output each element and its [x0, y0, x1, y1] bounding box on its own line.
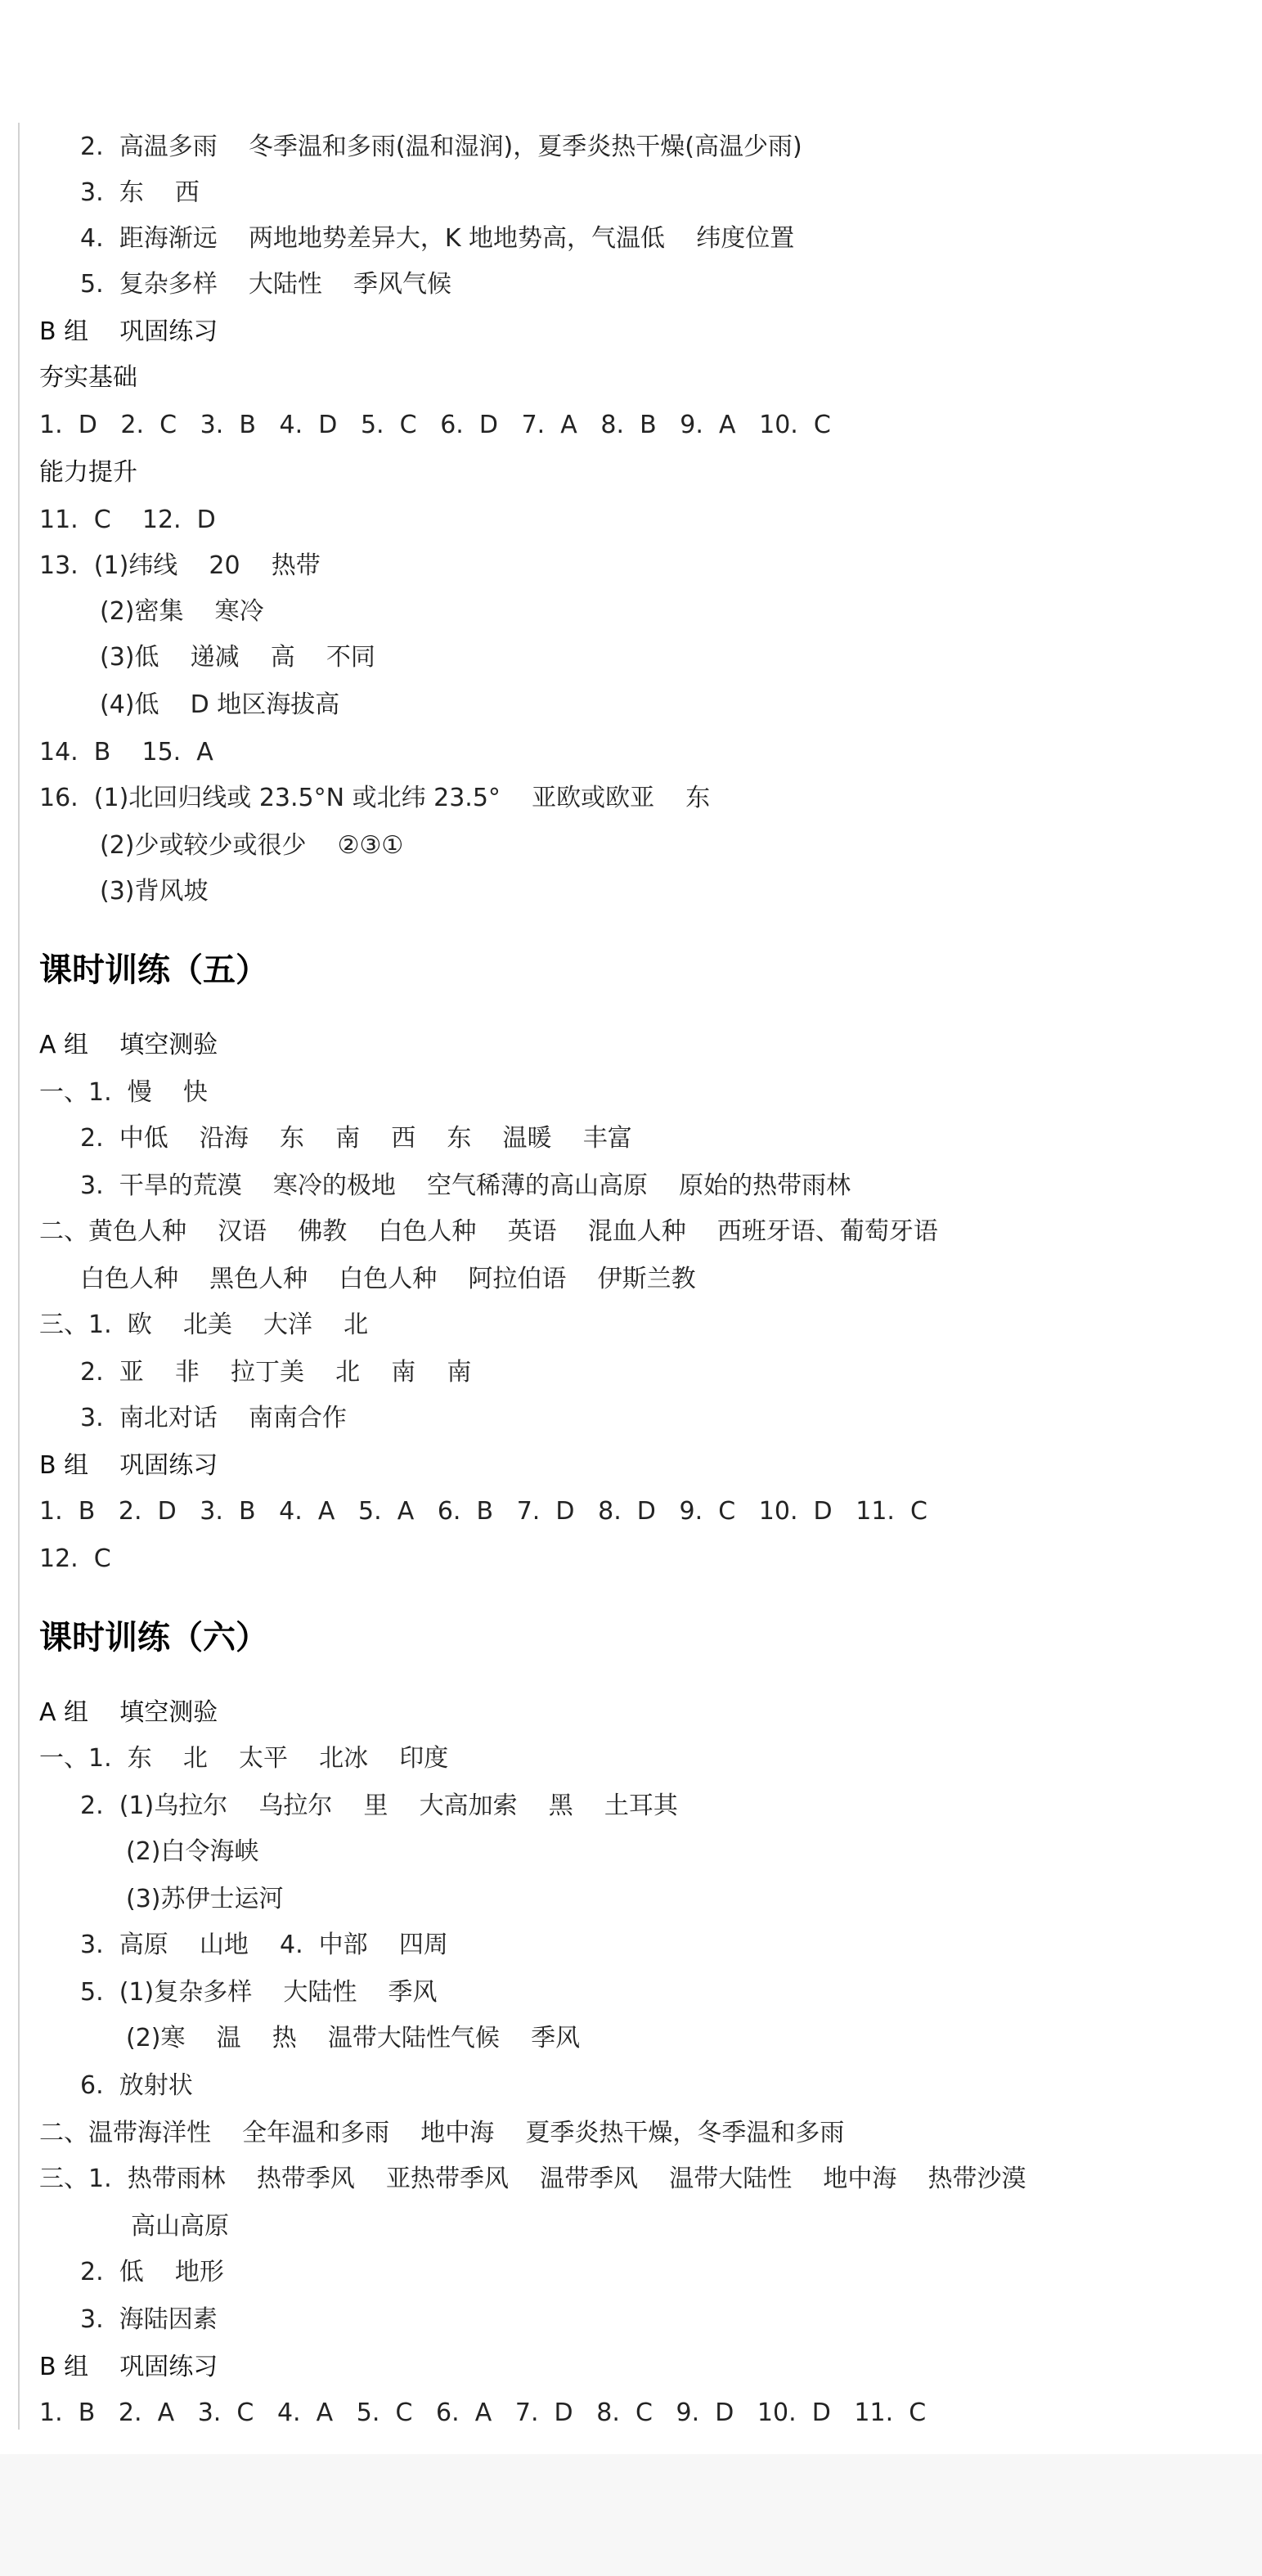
- answer-line: 2. 亚 非 拉丁美 北 南 南: [80, 1358, 472, 1387]
- group-b-title: B 组 巩固练习: [39, 2353, 218, 2381]
- answer-line: (2)寒 温 热 温带大陆性气候 季风: [126, 2024, 581, 2052]
- answer-line: 白色人种 黑色人种 白色人种 阿拉伯语 伊斯兰教: [80, 1265, 696, 1293]
- answer-line: 3. 南北对话 南南合作: [80, 1404, 347, 1432]
- answer-line: 一、1. 东 北 太平 北冰 印度: [39, 1744, 449, 1773]
- answer-line: 1. B 2. D 3. B 4. A 5. A 6. B 7. D 8. D 9. C 10. D 11. C: [39, 1497, 927, 1526]
- answer-line: 16. (1)北回归线或 23.5°N 或北纬 23.5° 亚欧或欧亚 东: [39, 784, 711, 812]
- answer-line: 4. 距海渐远 两地地势差异大，K 地地势高，气温低 纬度位置: [80, 224, 795, 253]
- answer-line: 2. 中低 沿海 东 南 西 东 温暖 丰富: [80, 1124, 632, 1153]
- answer-line: (2)少或较少或很少 ②③①: [100, 831, 404, 860]
- ability-title: 能力提升: [39, 458, 137, 487]
- answer-line: (3)背风坡: [100, 877, 209, 906]
- answer-line: 2. 低 地形: [80, 2258, 224, 2286]
- answer-line: 3. 干旱的荒漠 寒冷的极地 空气稀薄的高山高原 原始的热带雨林: [80, 1171, 851, 1200]
- answer-line: 14. B 15. A: [39, 738, 213, 767]
- answer-line: 三、1. 热带雨林 热带季风 亚热带季风 温带季风 温带大陆性 地中海 热带沙漠: [39, 2165, 1026, 2193]
- answer-line: (2)密集 寒冷: [100, 597, 264, 626]
- answer-line: 5. (1)复杂多样 大陆性 季风: [80, 1978, 438, 2007]
- basic-title: 夯实基础: [39, 363, 137, 392]
- lesson-5-heading: 课时训练（五）: [39, 951, 268, 989]
- answer-line: 11. C 12. D: [39, 506, 216, 534]
- answer-line: 二、温带海洋性 全年温和多雨 地中海 夏季炎热干燥，冬季温和多雨: [39, 2119, 845, 2147]
- answer-line: 1. B 2. A 3. C 4. A 5. C 6. A 7. D 8. C 9. D 10. D 11. C: [39, 2398, 927, 2427]
- answer-line: 高山高原: [131, 2212, 229, 2241]
- answer-line: 12. C: [39, 1544, 111, 1573]
- answer-line: (3)苏伊士运河: [126, 1885, 284, 1913]
- left-margin-rule: [18, 123, 20, 2430]
- answer-line: 二、黄色人种 汉语 佛教 白色人种 英语 混血人种 西班牙语、葡萄牙语: [39, 1217, 938, 1246]
- answer-line: 三、1. 欧 北美 大洋 北: [39, 1310, 369, 1339]
- answer-line: 6. 放射状: [80, 2071, 193, 2100]
- answer-line: (2)白令海峡: [126, 1837, 259, 1866]
- group-b-title: B 组 巩固练习: [39, 1451, 218, 1480]
- lesson-6-heading: 课时训练（六）: [39, 1619, 268, 1657]
- answer-line: 2. 高温多雨 冬季温和多雨(温和湿润)，夏季炎热干燥(高温少雨): [80, 133, 802, 161]
- answer-line: 2. (1)乌拉尔 乌拉尔 里 大高加索 黑 土耳其: [80, 1792, 678, 1820]
- answer-line: (4)低 D 地区海拔高: [100, 690, 340, 719]
- page-footer-band: [0, 2454, 1262, 2576]
- group-b-title: B 组 巩固练习: [39, 317, 218, 346]
- answer-line: 3. 东 西: [80, 178, 200, 207]
- group-a-title: A 组 填空测验: [39, 1031, 218, 1059]
- answer-line: 一、1. 慢 快: [39, 1078, 208, 1107]
- answer-line: 3. 海陆因素: [80, 2305, 218, 2334]
- group-a-title: A 组 填空测验: [39, 1698, 218, 1727]
- answer-line: 13. (1)纬线 20 热带: [39, 551, 321, 580]
- answer-line: 5. 复杂多样 大陆性 季风气候: [80, 270, 451, 299]
- answer-line: 1. D 2. C 3. B 4. D 5. C 6. D 7. A 8. B 9. A 10. C: [39, 411, 831, 439]
- answer-line: (3)低 递减 高 不同: [100, 643, 375, 672]
- answer-line: 3. 高原 山地 4. 中部 四周: [80, 1931, 448, 1959]
